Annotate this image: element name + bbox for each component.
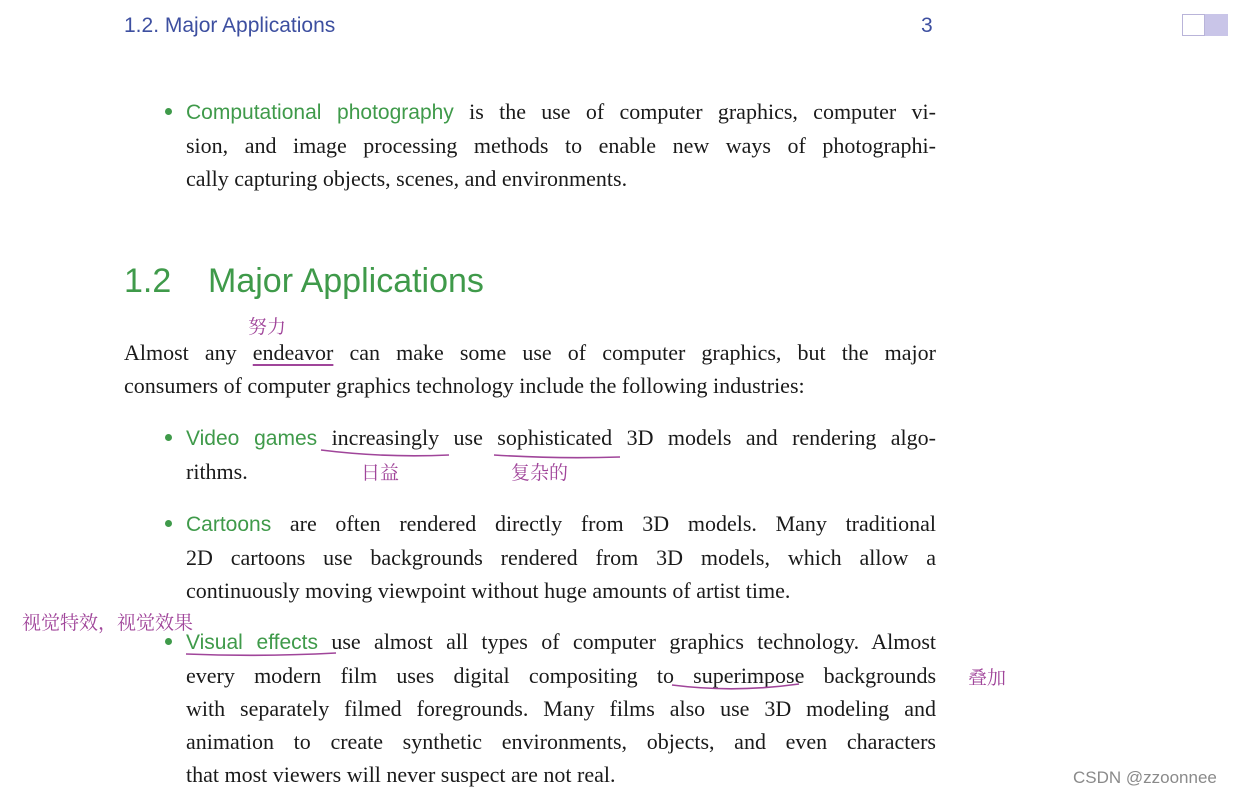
annotation-sophisticated: 复杂的 [511,462,569,484]
list-item-visual-effects [186,625,936,791]
marked-word-increasingly: increasingly [331,425,440,450]
term-cartoons: Cartoons [186,513,272,536]
term-video-games: Video games [186,427,318,450]
annotation-increasingly: 日益 [361,462,400,484]
marked-word-sophisticated: sophisticated [497,425,613,450]
list-item-line: with separately filmed foregrounds. Many films also use 3D modeling and [186,696,936,721]
list-item-line: Visual effects use almost all types of computer graphics technology. Almost [186,629,936,654]
list-item-line: continuously moving viewpoint without huge amounts of artist time. [186,578,791,603]
list-item-line: every modern film uses digital compositing to superimpose backgrounds [186,663,936,688]
list-item-line: that most viewers will never suspect are not real. [186,762,616,787]
annotation-endeavor: 努力 [248,316,287,338]
section-number: 1.2 [124,262,172,300]
list-item-line: 2D cartoons use backgrounds rendered from 3D models, which allow a [186,545,936,570]
bullet-icon [165,108,172,115]
term-computational-photography: Computational photography [186,101,454,124]
paragraph-line: Almost any endeavor can make some use of computer graphics, but the major [124,340,936,365]
bullet-icon [165,520,172,527]
page-number: 3 [921,14,933,37]
paragraph-line: consumers of computer graphics technology include the following industries: [124,373,805,398]
section-heading [124,262,484,301]
list-item-line: sion, and image processing methods to enable new ways of photographi- [186,133,936,158]
annotation-superimpose: 叠加 [968,667,1007,689]
section-title: Major Applications [208,262,484,300]
bullet-icon [165,434,172,441]
list-item-computational-photography [186,95,936,195]
list-item-line: Video games increasingly use sophisticated 3D models and rendering algo- [186,425,937,450]
term-visual-effects: Visual effects [186,631,318,654]
bullet-icon [165,638,172,645]
list-item-line: rithms. [186,459,248,484]
underlined-word-endeavor: endeavor [252,340,334,365]
list-item-line: Cartoons are often rendered directly from 3D models. Many traditional [186,511,936,536]
list-item-line: cally capturing objects, scenes, and environments. [186,166,628,191]
watermark: CSDN @zzoonnee [1073,768,1217,787]
list-item-line: animation to create synthetic environments, objects, and even characters [186,729,936,754]
list-item-cartoons [186,507,936,607]
page-layout-icon[interactable] [1182,14,1228,36]
annotation-visual-effects: 视觉特效，视觉效果 [22,612,194,634]
running-title: 1.2. Major Applications [124,14,336,37]
list-item-line: Computational photography is the use of computer graphics, computer vi- [186,99,936,124]
marked-word-superimpose: superimpose [693,663,805,688]
intro-paragraph [124,336,936,402]
